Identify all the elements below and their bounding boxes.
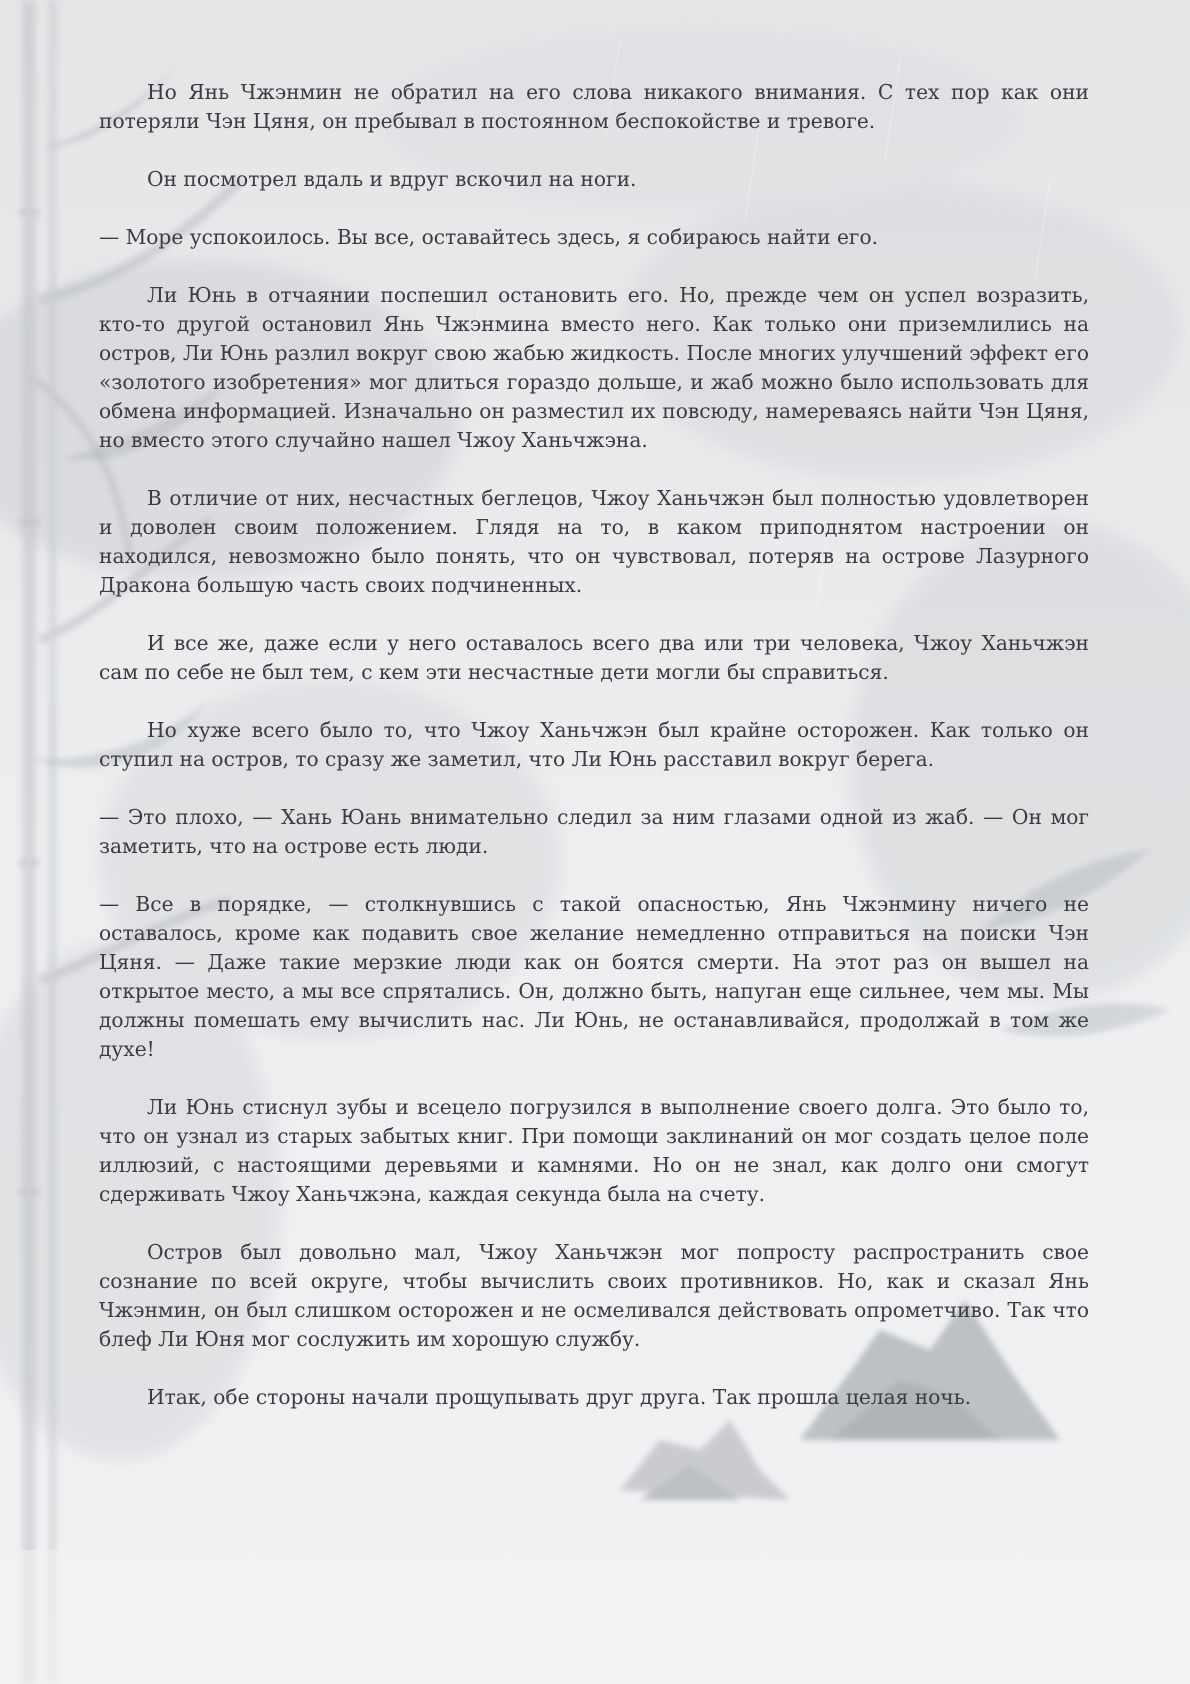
paragraph-4: Ли Юнь в отчаянии поспешил остановить его. Но, прежде чем он успел возразить, кто-то другой остановил Янь Чжэнмина вместо него. Как только они приземлились на остров, Ли Юнь разлил вокруг свою жабью жидкость. После многих улучшений эффект его «золотого изобретения» мог длиться гораздо дольше, и жаб можно было использовать для обмена информацией. Изначально он разместил их повсюду, намереваясь найти Чэн Цяня, но вместо этого случайно нашел Чжоу Ханьчжэна.	[99, 283, 1089, 452]
paragraph-3: — Море успокоилось. Вы все, оставайтесь здесь, я собираюсь найти его.	[99, 225, 879, 249]
paragraph-7: Но хуже всего было то, что Чжоу Ханьчжэн был крайне осторожен. Как только он ступил на остров, то сразу же заметил, что Ли Юнь расставил вокруг берега.	[99, 718, 1089, 771]
paragraph-9: — Все в порядке, — столкнувшись с такой опасностью, Янь Чжэнмину ничего не оставалось, кроме как подавить свое желание немедленно отправиться на поиски Чэн Цяня. — Даже такие мерзкие люди как он боятся смерти. На этот раз он вышел на открытое место, а мы все спрятались. Он, должно быть, напуган еще сильнее, чем мы. Мы должны помешать ему вычислить нас. Ли Юнь, не останавливайся, продолжай в том же духе!	[99, 892, 1089, 1061]
paragraph-12: Итак, обе стороны начали прощупывать друг друга. Так прошла целая ночь.	[147, 1385, 972, 1409]
paragraph-2: Он посмотрел вдаль и вдруг вскочил на ноги.	[147, 167, 637, 191]
paragraph-5: В отличие от них, несчастных беглецов, Чжоу Ханьчжэн был полностью удовлетворен и доволен своим положением. Глядя на то, в каком приподнятом настроении он находился, невозможно было понять, что он чувствовал, потеряв на острове Лазурного Дракона большую часть своих подчиненных.	[99, 486, 1089, 597]
page-text	[99, 78, 1089, 1441]
paragraph-6: И все же, даже если у него оставалось всего два или три человека, Чжоу Ханьчжэн сам по себе не был тем, с кем эти несчастные дети могли бы справиться.	[99, 631, 1089, 684]
paragraph-11: Остров был довольно мал, Чжоу Ханьчжэн мог попросту распространить свое сознание по всей округе, чтобы вычислить своих противников. Но, как и сказал Янь Чжэнмин, он был слишком осторожен и не осмеливался действовать опрометчиво. Так что блеф Ли Юня мог сослужить им хорошую службу.	[99, 1240, 1089, 1351]
paragraph-1: Но Янь Чжэнмин не обратил на его слова никакого внимания. С тех пор как они потеряли Чэн Цяня, он пребывал в постоянном беспокойстве и тревоге.	[99, 80, 1089, 133]
paragraph-10: Ли Юнь стиснул зубы и всецело погрузился в выполнение своего долга. Это было то, что он узнал из старых забытых книг. При помощи заклинаний он мог создать целое поле иллюзий, с настоящими деревьями и камнями. Но он не знал, как долго они смогут сдерживать Чжоу Ханьчжэна, каждая секунда была на счету.	[99, 1095, 1089, 1206]
paragraph-8: — Это плохо, — Хань Юань внимательно следил за ним глазами одной из жаб. — Он мог заметить, что на острове есть люди.	[99, 805, 1089, 858]
